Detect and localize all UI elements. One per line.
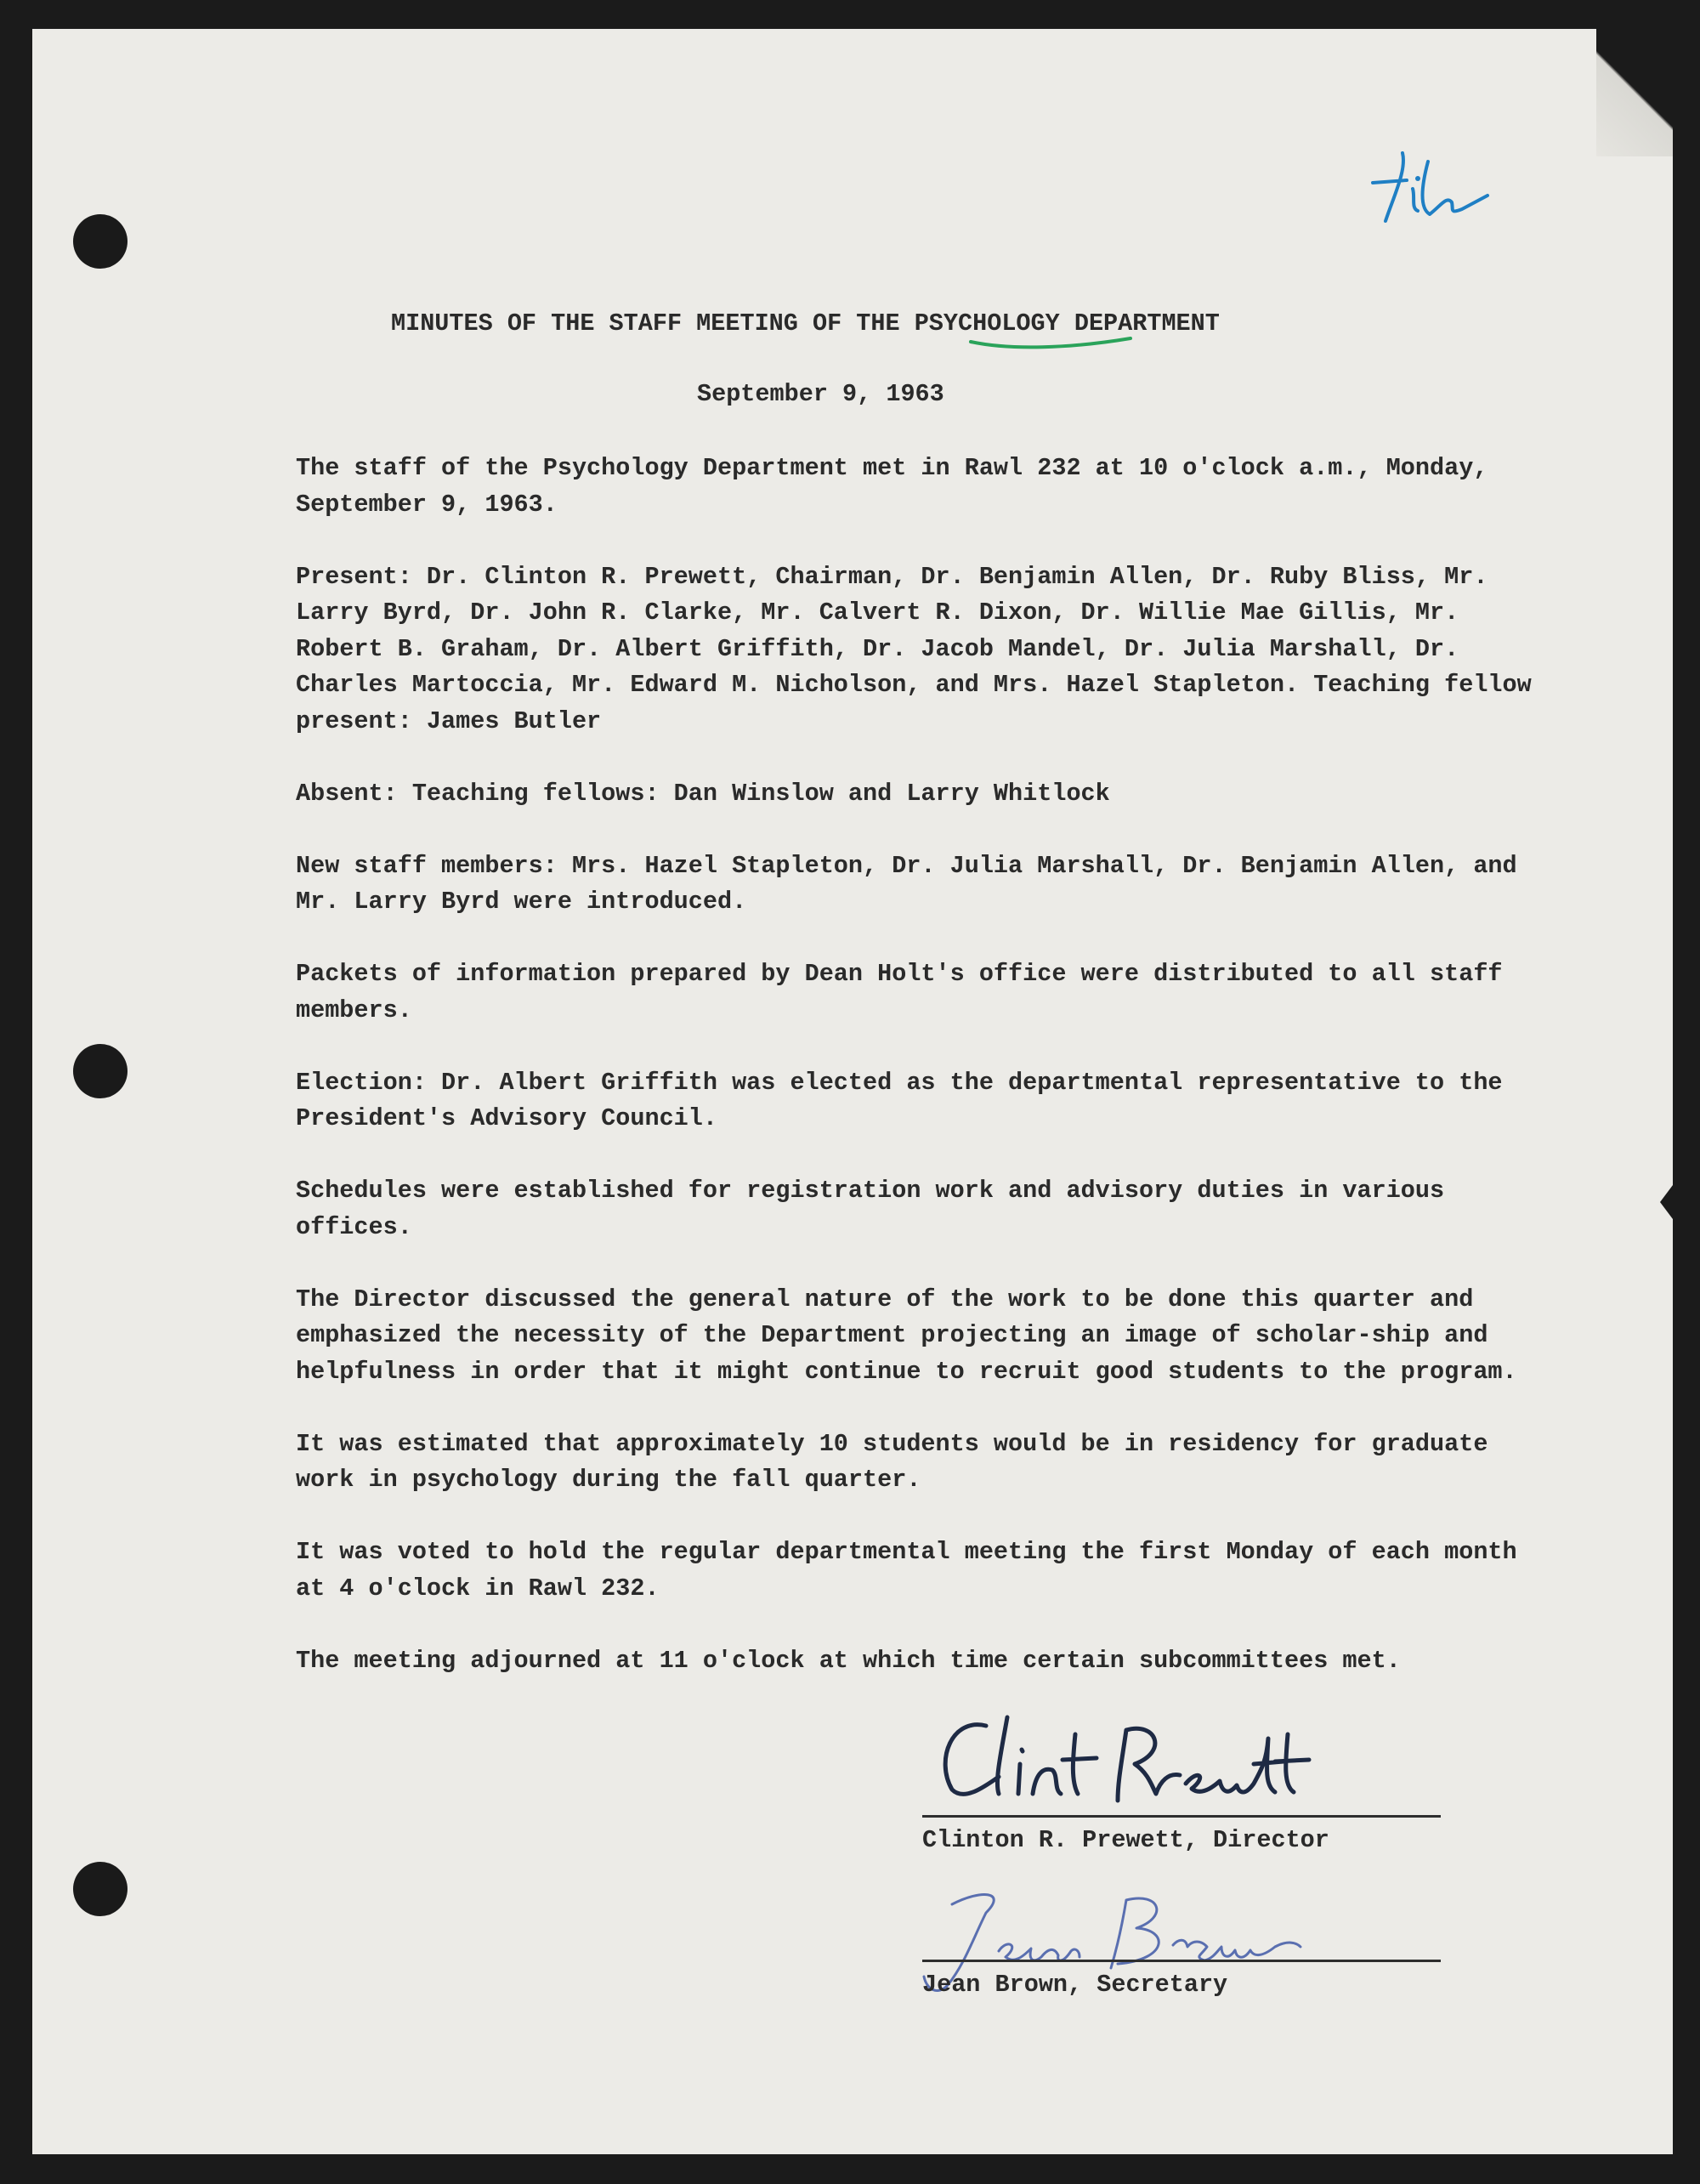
paragraph-meeting-location: The staff of the Psychology Department met in Rawl 232 at 10 o'clock a.m., Monday, September 9, 1963. <box>296 454 1488 519</box>
green-underline-mark <box>967 333 1137 354</box>
director-signature-line <box>922 1815 1441 1818</box>
paragraph-present: Present: Dr. Clinton R. Prewett, Chairman, Dr. Benjamin Allen, Dr. Ruby Bliss, Mr. Larry Byrd, Dr. John R. Clarke, Mr. Calvert R. Dixon, Dr. Willie Mae Gillis, Mr. Robert B. Graham, Dr. Albert Griffith, Dr. Jacob Mandel, Dr. Julia Marshall, Dr. Charles Martoccia, Mr. Edward M. Nicholson, and Mrs. Hazel Stapleton. Teaching fellow present: James Butler <box>296 562 1532 735</box>
paragraph-residency: It was estimated that approximately 10 students would be in residency for graduate work in psychology during the fall quarter. <box>296 1429 1488 1494</box>
minutes-body <box>296 451 1554 1716</box>
punch-hole-bottom <box>73 1862 128 1916</box>
director-printed-name: Clinton R. Prewett, Director <box>922 1826 1329 1854</box>
paragraph-schedules: Schedules were established for registration work and advisory duties in various offices. <box>296 1177 1445 1241</box>
title-prefix: MINUTES OF THE STAFF MEETING OF THE <box>391 309 915 338</box>
file-annotation <box>1368 136 1504 238</box>
punch-hole-top <box>73 214 128 269</box>
meeting-date: September 9, 1963 <box>697 380 944 408</box>
title-suffix: DEPARTMENT <box>1059 309 1220 338</box>
punch-hole-middle <box>73 1044 128 1098</box>
secretary-printed-name: Jean Brown, Secretary <box>922 1971 1228 1999</box>
paragraph-regular-meeting: It was voted to hold the regular departmental meeting the first Monday of each month at 4 o'clock in Rawl 232. <box>296 1538 1517 1603</box>
folded-corner <box>1596 29 1673 156</box>
paragraph-adjourned: The meeting adjourned at 11 o'clock at which time certain subcommittees met. <box>296 1646 1401 1675</box>
paragraph-packets: Packets of information prepared by Dean Holt's office were distributed to all staff members. <box>296 960 1503 1024</box>
title-department: PSYCHOLOGY <box>914 309 1060 338</box>
paragraph-absent: Absent: Teaching fellows: Dan Winslow and Larry Whitlock <box>296 779 1110 808</box>
director-signature <box>926 1700 1368 1819</box>
secretary-signature-line <box>922 1960 1441 1962</box>
paragraph-new-staff: New staff members: Mrs. Hazel Stapleton, Dr. Julia Marshall, Dr. Benjamin Allen, and Mr. Larry Byrd were introduced. <box>296 851 1517 916</box>
paragraph-director: The Director discussed the general nature of the work to be done this quarter and emphasized the necessity of the Department projecting an image of scholar-ship and helpfulness in order that it might continue to recruit good students to the program. <box>296 1285 1517 1386</box>
paragraph-election: Election: Dr. Albert Griffith was elected as the departmental representative to the President's Advisory Council. <box>296 1068 1503 1132</box>
